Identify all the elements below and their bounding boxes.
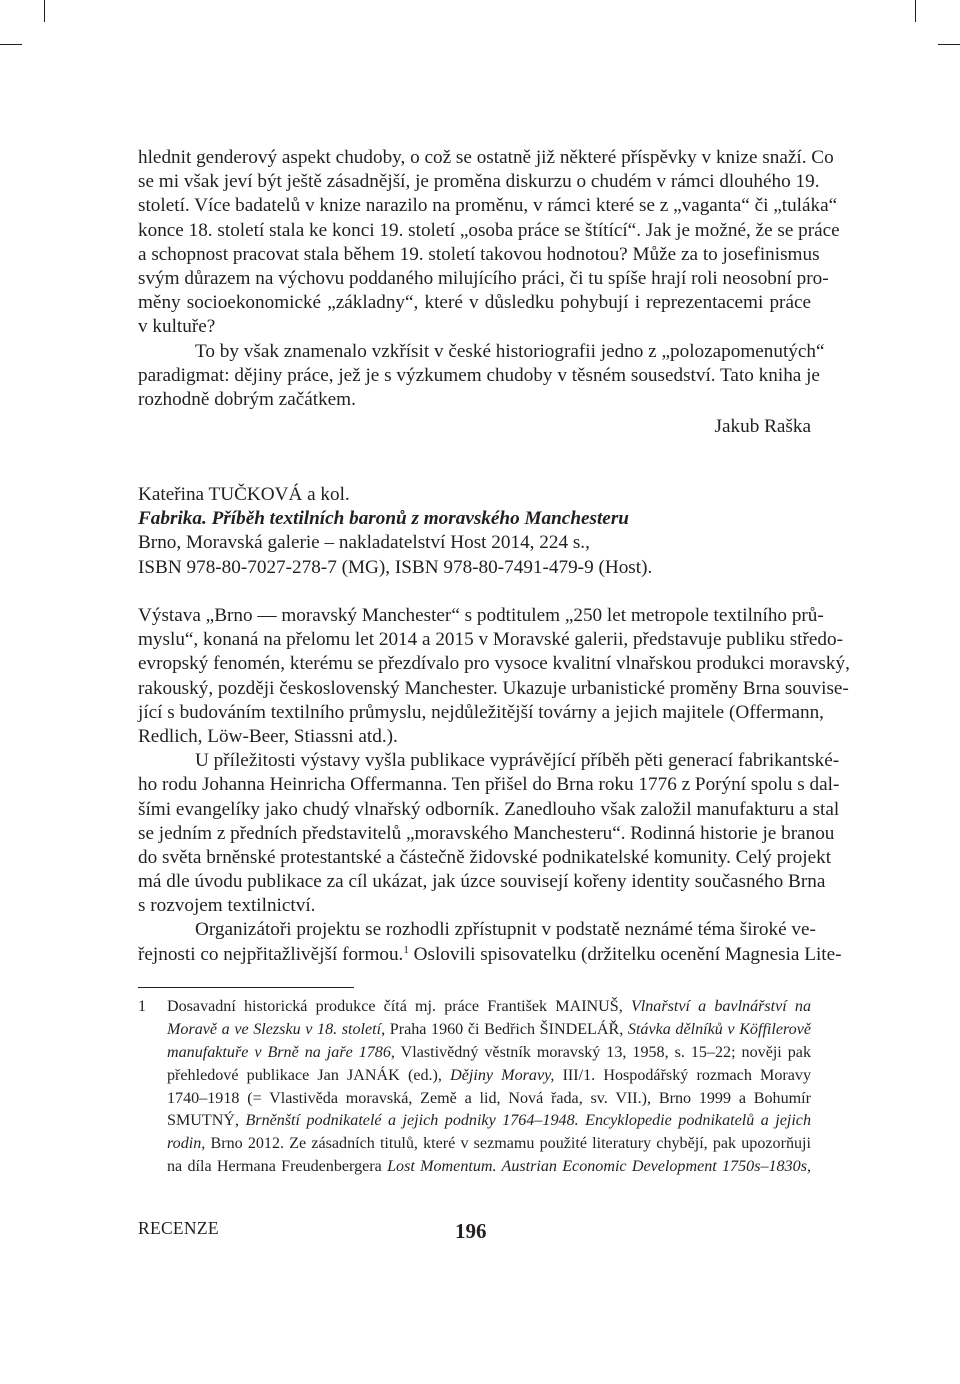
text-line: myslu“, konaná na přelomu let 2014 a 2015 v Moravské galerii, představuje publiku středo- — [138, 629, 843, 651]
text-line: rakouský, později československý Manchester. Ukazuje urbanistické proměny Brna souvise- — [138, 677, 849, 699]
text-line: To by však znamenalo vzkřísit v české historiografii jedno z „polozapomenutých“ — [195, 340, 825, 362]
footnote — [167, 996, 811, 1179]
text-line: rozhodně dobrým začátkem. — [138, 388, 356, 410]
footnote-reference[interactable]: 1 — [403, 943, 409, 956]
text-line: konce 18. století stala ke konci 19. století „osoba práce se štítící“. Jak je možné, že se práce — [138, 219, 840, 241]
text-line: do světa brněnské protestantské a částečně židovské podnikatelské komunity. Celý projekt — [138, 846, 832, 868]
book-title — [138, 507, 811, 531]
section-label: RECENZE — [138, 1218, 219, 1238]
crop-mark — [938, 44, 960, 45]
footnote-line: rodin, Brno 2012. Ze zásadních titulů, které v sezmamu použité literatury chybějí, pak upozorňuji — [167, 1135, 811, 1153]
text-line: svým důrazem na výchovu poddaného milujícího práci, či tu spíše hrají roli neosobní pro- — [138, 267, 829, 289]
text-line: hlednit genderový aspekt chudoby, o což se ostatně již některé příspěvky v knize snaží. Co — [138, 147, 834, 168]
book-title-main: Fabrika. — [138, 508, 207, 530]
text-line: se jedním z předních představitelů „moravského Manchesteru“. Rodinná historie je branou — [138, 822, 835, 844]
review-author: Jakub Raška — [714, 416, 811, 438]
book-publisher: Brno, Moravská galerie – nakladatelství Host 2014, 224 s., — [138, 532, 590, 554]
book-author: Kateřina TUČKOVÁ a kol. — [138, 484, 350, 505]
footnote-number: 1 — [138, 998, 147, 1015]
text-line: šími evangelíky jako chudý vlnařský odborník. Zanedlouho však založil manufakturu a stal — [138, 798, 840, 820]
crop-mark — [0, 44, 22, 45]
footnote-line: manufaktuře v Brně na jaře 1786, Vlastivědný věstník moravský 13, 1958, s. 15–22; nověji pak — [167, 1043, 811, 1061]
text-line: ho rodu Johanna Heinricha Offermanna. Ten přišel do Brna roku 1776 z Porýní spolu s dal- — [138, 774, 840, 796]
footnote-line: Moravě a ve Slezsku v 18. století, Praha 1960 či Bedřich ŠINDELÁŘ, Stávka dělníků v Köffilerově — [167, 1020, 812, 1038]
review-continuation — [138, 146, 840, 439]
footnote-line: 1740–1918 (= Vlastivěda moravská, Země a lid, Nová řada, sv. VII.), Brno 1999 a Bohumír — [167, 1089, 811, 1107]
text-line: měny socioekonomické „základny“, které v důsledku pohybují i reprezentacemi práce — [138, 292, 811, 314]
book-title-sub: Příběh textilních baronů z moravského Manchesteru — [211, 508, 629, 530]
text-line: paradigmat: dějiny práce, jež je s výzkumem chudoby v těsném sousedství. Tato kniha je — [138, 364, 820, 386]
book-header — [138, 483, 811, 580]
book-isbn: ISBN 978-80-7027-278-7 (MG), ISBN 978-80-7491-479-9 (Host). — [138, 556, 653, 578]
text-line: jící s budováním textilního průmyslu, nejdůležitější továrny a jejich majitele (Offermann, — [138, 701, 824, 723]
review-body — [138, 604, 850, 967]
text-line: století. Více badatelů v knize narazilo na proměnu, v rámci které se z „vaganta“ či „tuláka“ — [138, 195, 838, 217]
text-line: U příležitosti výstavy vyšla publikace vyprávějící příběh pěti generací fabrikantské- — [195, 750, 840, 772]
footnote-line: SMUTNÝ, Brněnští podnikatelé a jejich podniky 1764–1948. Encyklopedie podnikatelů a jejich — [167, 1112, 811, 1130]
text-line: má dle úvodu publikace za cíl ukázat, jak úzce souvisejí kořeny identity současného Brna — [138, 871, 826, 893]
text-line: Redlich, Löw-Beer, Stiassni atd.). — [138, 725, 398, 747]
crop-mark — [915, 0, 916, 22]
text-line: evropský fenomén, kterému se přezdívalo pro vysoce kvalitní vlnařskou produkci moravský, — [138, 653, 850, 675]
text-line: Organizátoři projektu se rozhodli zpřístupnit v podstatě neznámé téma široké ve- — [195, 919, 816, 941]
text-line: Výstava „Brno — moravský Manchester“ s podtitulem „250 let metropole textilního prů- — [138, 605, 824, 626]
footnote-line: na díla Hermana Freudenbergera Lost Momentum. Austrian Economic Development 1750s–1830s, — [167, 1158, 811, 1176]
text-line: a schopnost pracovat stala během 19. století takovou hodnotou? Může za to josefinismus — [138, 243, 820, 265]
text-line: v kultuře? — [138, 316, 216, 338]
text-line: s rozvojem textilnictví. — [138, 895, 316, 917]
footnote-divider — [138, 987, 354, 988]
footnote-line: Dosavadní historická produkce čítá mj. práce František MAINUŠ, Vlnařství a bavlnářství na — [167, 998, 811, 1015]
footnote-line: přehledové publikace Jan JANÁK (ed.), Dějiny Moravy, III/1. Hospodářský rozmach Moravy — [167, 1066, 811, 1084]
crop-mark — [44, 0, 45, 22]
page-number: 196 — [455, 1219, 487, 1243]
text-line: se mi však jeví být ještě zásadnější, je proměna diskurzu o chudém v rámci dlouhého 19. — [138, 171, 820, 193]
text-line: řejnosti co nejpřitažlivější formou.$^1$ Oslovili spisovatelku (držitelku ocenění Magnesia Lite- — [138, 943, 842, 965]
